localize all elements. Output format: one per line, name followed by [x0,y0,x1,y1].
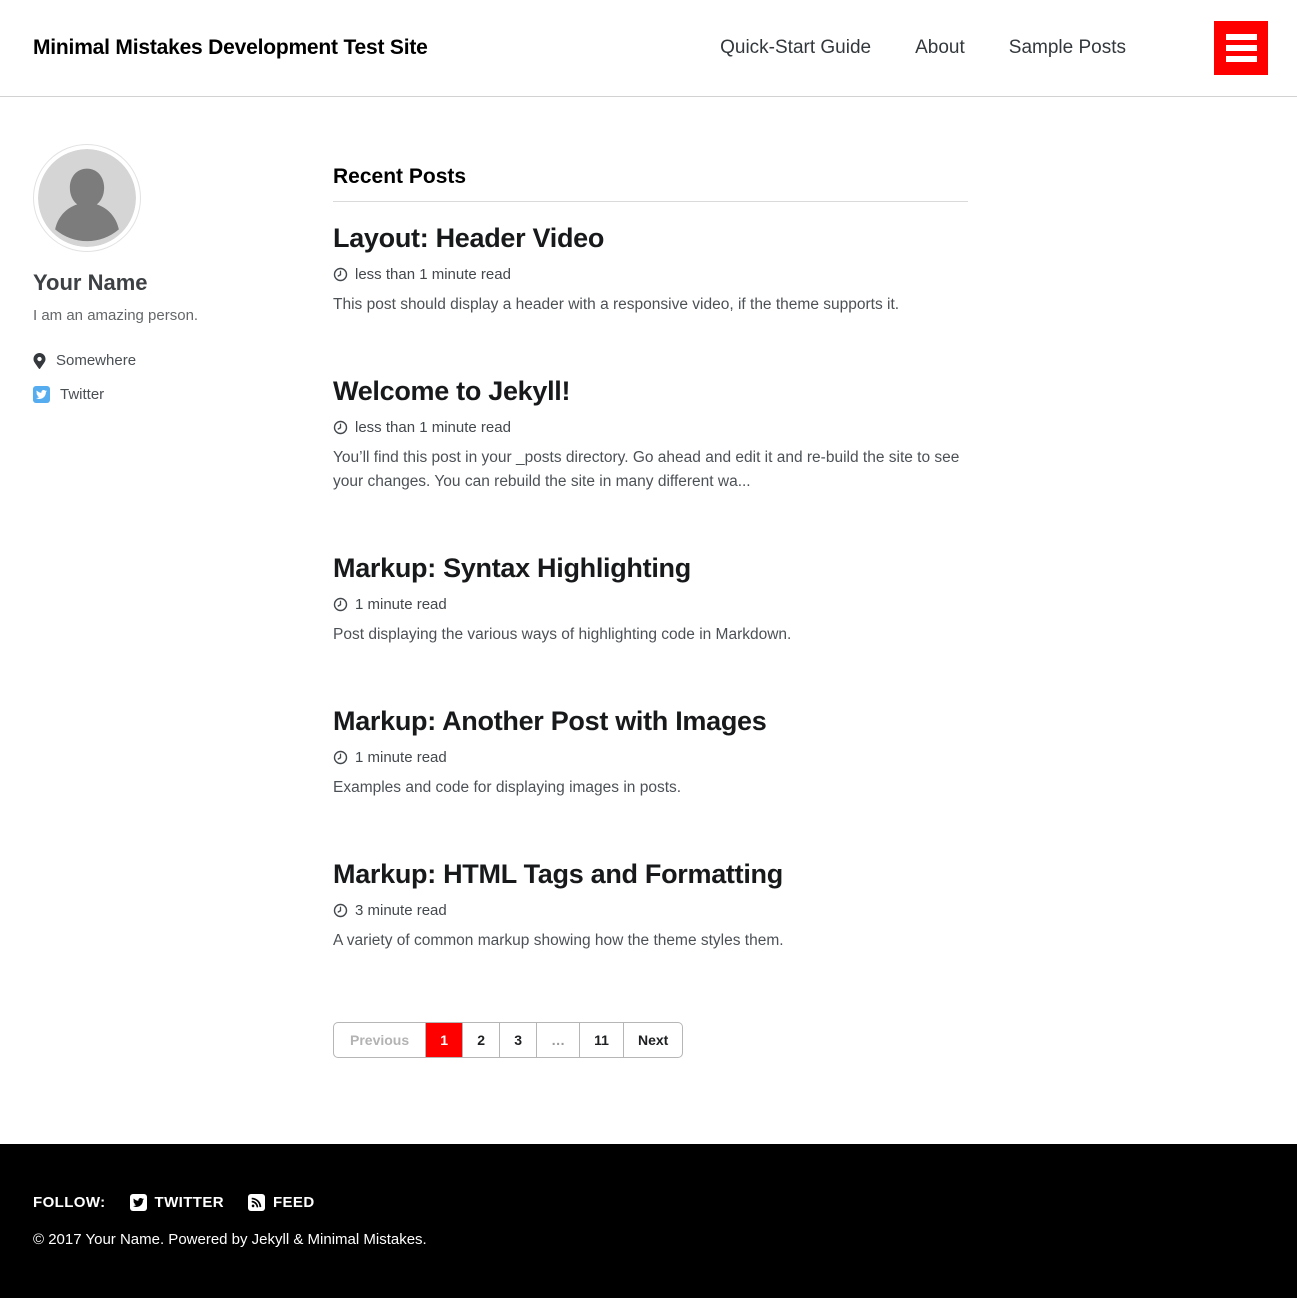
person-silhouette-icon [38,149,136,247]
post-excerpt: This post should display a header with a responsive video, if the theme supports it. [333,296,900,313]
read-time: 3 minute read [355,902,447,920]
author-twitter-link[interactable] [33,386,333,403]
pagination-page-1[interactable]: 1 [425,1023,462,1057]
post-meta [333,266,968,283]
clock-icon [333,750,348,765]
avatar [33,144,141,252]
page-footer [0,1144,1297,1298]
author-sidebar [33,97,333,420]
post-title-link[interactable]: Layout: Header Video [333,223,605,253]
post-excerpt: Examples and code for displaying images in posts. [333,779,682,797]
footer-twitter-label: TWITTER [154,1194,224,1211]
footer-feed-link[interactable] [248,1194,315,1211]
footer-twitter-link[interactable] [130,1194,224,1211]
post-entry [333,223,968,317]
post-entry [333,859,968,953]
author-twitter-label: Twitter [60,386,105,403]
footer-feed-label: FEED [272,1194,315,1211]
twitter-square-icon [130,1194,147,1211]
author-location [33,352,333,369]
masthead [0,0,1297,97]
pagination-next[interactable]: Next [623,1023,682,1057]
post-title-link[interactable]: Markup: HTML Tags and Formatting [333,859,783,890]
author-bio: I am an amazing person. [33,307,199,324]
page-body [0,97,1297,1144]
clock-icon [333,903,348,918]
pagination-page-11[interactable]: 11 [579,1023,623,1057]
main-content [333,97,968,1058]
post-entry [333,376,968,494]
post-meta [333,749,968,766]
clock-icon [333,420,348,435]
post-excerpt: You’ll find this post in your _posts directory. Go ahead and edit it and re-build the site to see your changes. You can rebuild the site in many different wa... [333,449,960,491]
read-time: less than 1 minute read [355,266,511,283]
post-title-link[interactable]: Markup: Another Post with Images [333,706,767,737]
pagination-previous: Previous [350,1032,410,1049]
author-links [33,352,333,403]
location-pin-icon [33,353,46,369]
post-meta [333,902,968,919]
nav-sample-posts[interactable]: Sample Posts [1008,37,1126,58]
primary-nav [720,21,1268,75]
clock-icon [333,597,348,612]
twitter-icon [33,386,50,403]
site-title[interactable]: Minimal Mistakes Development Test Site [33,36,428,59]
read-time: less than 1 minute read [355,419,511,437]
post-meta [333,419,968,436]
post-excerpt: A variety of common markup showing how the theme styles them. [333,932,784,950]
author-name: Your Name [33,270,148,295]
author-location-label: Somewhere [56,352,137,369]
pagination-ellipsis: … [536,1023,579,1057]
nav-about[interactable]: About [915,37,965,58]
hamburger-menu-button[interactable] [1214,21,1268,75]
post-title-link[interactable]: Markup: Syntax Highlighting [333,553,691,584]
post-entry [333,706,968,800]
post-meta [333,596,968,613]
pagination-page-2[interactable]: 2 [462,1023,499,1057]
footer-follow-row [33,1194,1264,1211]
clock-icon [333,267,348,282]
hamburger-icon [1226,34,1257,40]
post-title-link[interactable]: Welcome to Jekyll! [333,376,571,407]
read-time: 1 minute read [355,596,447,614]
post-excerpt: Post displaying the various ways of highlighting code in Markdown. [333,626,792,644]
follow-label: FOLLOW: [33,1194,106,1211]
copyright: © 2017 Your Name. Powered by Jekyll & Minimal Mistakes. [33,1231,427,1248]
post-entry [333,553,968,647]
pagination [333,1022,683,1058]
pagination-page-3[interactable]: 3 [499,1023,536,1057]
nav-quick-start-guide[interactable]: Quick-Start Guide [720,37,872,58]
read-time: 1 minute read [355,749,447,767]
recent-posts-heading: Recent Posts [333,165,968,202]
rss-feed-icon [248,1194,265,1211]
